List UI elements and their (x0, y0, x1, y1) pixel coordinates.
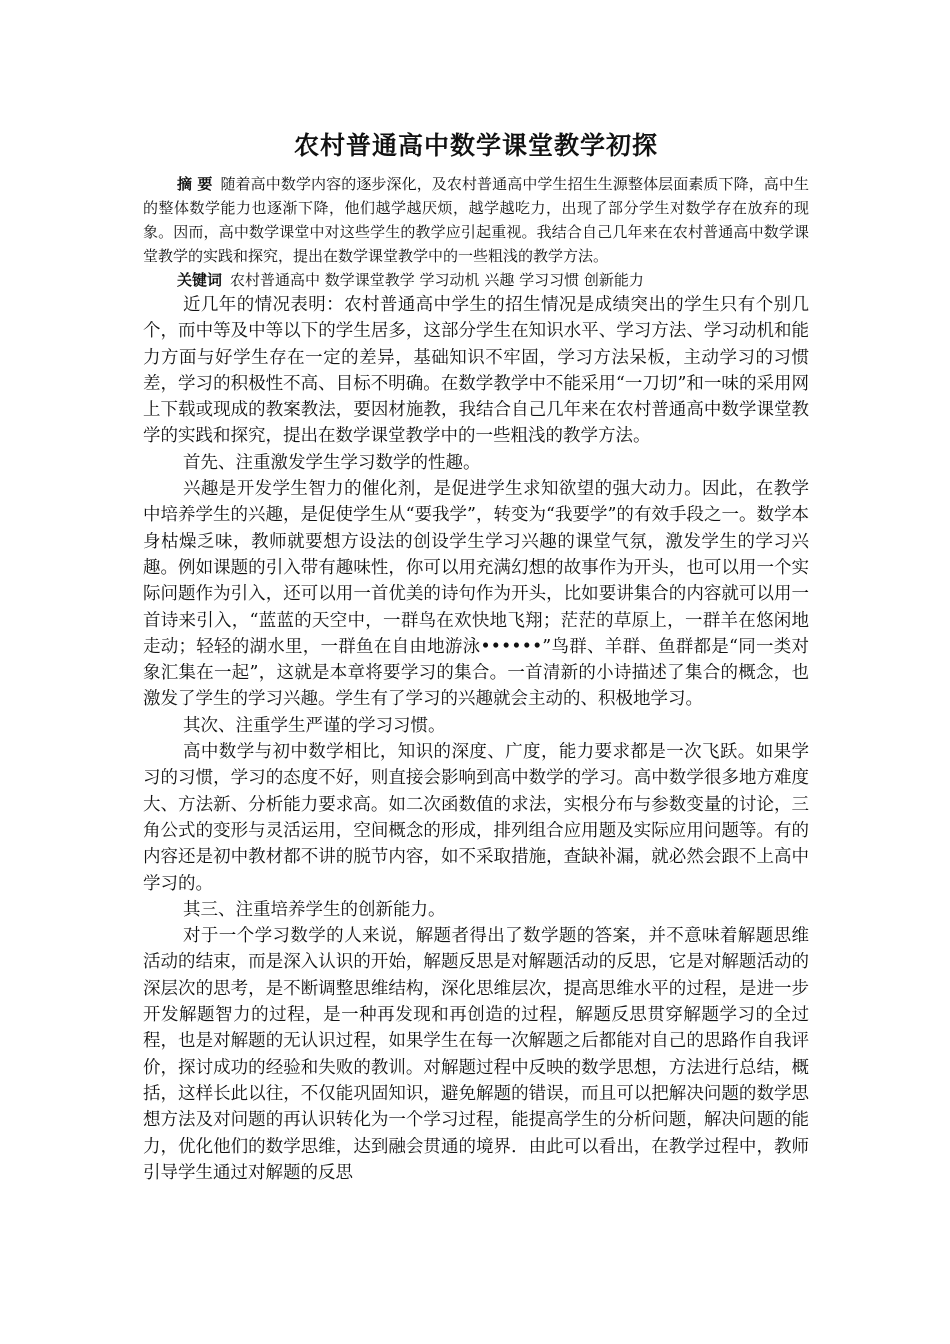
section-heading-innovation: 其三、注重培养学生的创新能力。 (183, 899, 446, 920)
document-page (143, 128, 809, 1186)
paragraph-interest: 兴趣是开发学生智力的催化剂，是促进学生求知欲望的强大动力。因此，在教学中培养学生的兴趣，是促使学生从“要我学”，转变为“我要学”的有效手段之一。数学本身枯燥乏味，教师就要想方设法的创设学生学习兴趣的课堂气氛，激发学生的学习兴趣。例如课题的引入带有趣味性，你可以用充满幻想的故事作为开头，也可以用一个实际问题作为引入，还可以用一首优美的诗句作为开头，比如要讲集合的内容就可以用一首诗来引入，“蓝蓝的天空中，一群鸟在欢快地飞翔；茫茫的草原上，一群羊在悠闲地走动；轻轻的湖水里，一群鱼在自由地游泳••••••”鸟群、羊群、鱼群都是“同一类对象汇集在一起”，这就是本章将要学习的集合。一首清新的小诗描述了集合的概念，也激发了学生的学习兴趣。学生有了学习的兴趣就会主动的、积极地学习。 (143, 479, 809, 710)
abstract (143, 172, 809, 268)
keywords-label: 关键词 (177, 271, 223, 289)
paragraph-habits: 高中数学与初中数学相比，知识的深度、广度，能力要求都是一次飞跃。如果学习的习惯，学习的态度不好，则直接会影响到高中数学的学习。高中数学很多地方难度大、方法新、分析能力要求高。如二次函数值的求法，实根分布与参数变量的讨论，三角公式的变形与灵活运用，空间概念的形成，排列组合应用题及实际应用问题等。有的内容还是初中教材都不讲的脱节内容，如不采取措施，查缺补漏，就必然会跟不上高中学习的。 (143, 742, 809, 894)
paragraph-innovation: 对于一个学习数学的人来说，解题者得出了数学题的答案，并不意味着解题思维活动的结束，而是深入认识的开始，解题反思是对解题活动的反思，它是对解题活动的深层次的思考，是不断调整思维结构，深化思维层次，提高思维水平的过程，是进一步开发解题智力的过程，是一种再发现和再创造的过程，解题反思贯穿解题学习的全过程，也是对解题的无认识过程，如果学生在每一次解题之后都能对自己的思路作自我评价，探讨成功的经验和失败的教训。对解题过程中反映的数学思想，方法进行总结，概括，这样长此以往，不仅能巩固知识，避免解题的错误，而且可以把解决问题的数学思想方法及对问题的再认识转化为一个学习过程，能提高学生的分析问题，解决问题的能力，优化他们的数学思维，达到融会贯通的境界．由此可以看出，在教学过程中，教师引导学生通过对解题的反思 (143, 926, 809, 1183)
body-text (143, 292, 809, 1186)
section-heading-habits: 其次、注重学生严谨的学习习惯。 (183, 715, 446, 736)
abstract-label: 摘 要 (177, 175, 213, 193)
document-title: 农村普通高中数学课堂教学初探 (293, 131, 658, 160)
paragraph-intro: 近几年的情况表明：农村普通高中学生的招生情况是成绩突出的学生只有个别几个，而中等及中等以下的学生居多，这部分学生在知识水平、学习方法、学习动机和能力方面与好学生存在一定的差异，基础知识不牢固，学习方法呆板，主动学习的习惯差，学习的积极性不高、目标不明确。在数学教学中不能采用“一刀切”和一味的采用网上下载或现成的教案教法，要因材施教，我结合自己几年来在农村普通高中数学课堂教学的实践和探究，提出在数学课堂教学中的一些粗浅的教学方法。 (143, 295, 809, 447)
abstract-text: 随着高中数学内容的逐步深化，及农村普通高中学生招生生源整体层面素质下降，高中生的整体数学能力也逐渐下降，他们越学越厌烦，越学越吃力，出现了部分学生对数学存在放弃的现象。因而，高中数学课堂中对这些学生的教学应引起重视。我结合自己几年来在农村普通高中数学课堂教学的实践和探究，提出在数学课堂教学中的一些粗浅的教学方法。 (143, 175, 809, 265)
section-heading-interest: 首先、注重激发学生学习数学的性趣。 (183, 452, 481, 473)
keywords (143, 268, 809, 292)
keywords-text: 农村普通高中 数学课堂教学 学习动机 兴趣 学习习惯 创新能力 (230, 271, 644, 289)
